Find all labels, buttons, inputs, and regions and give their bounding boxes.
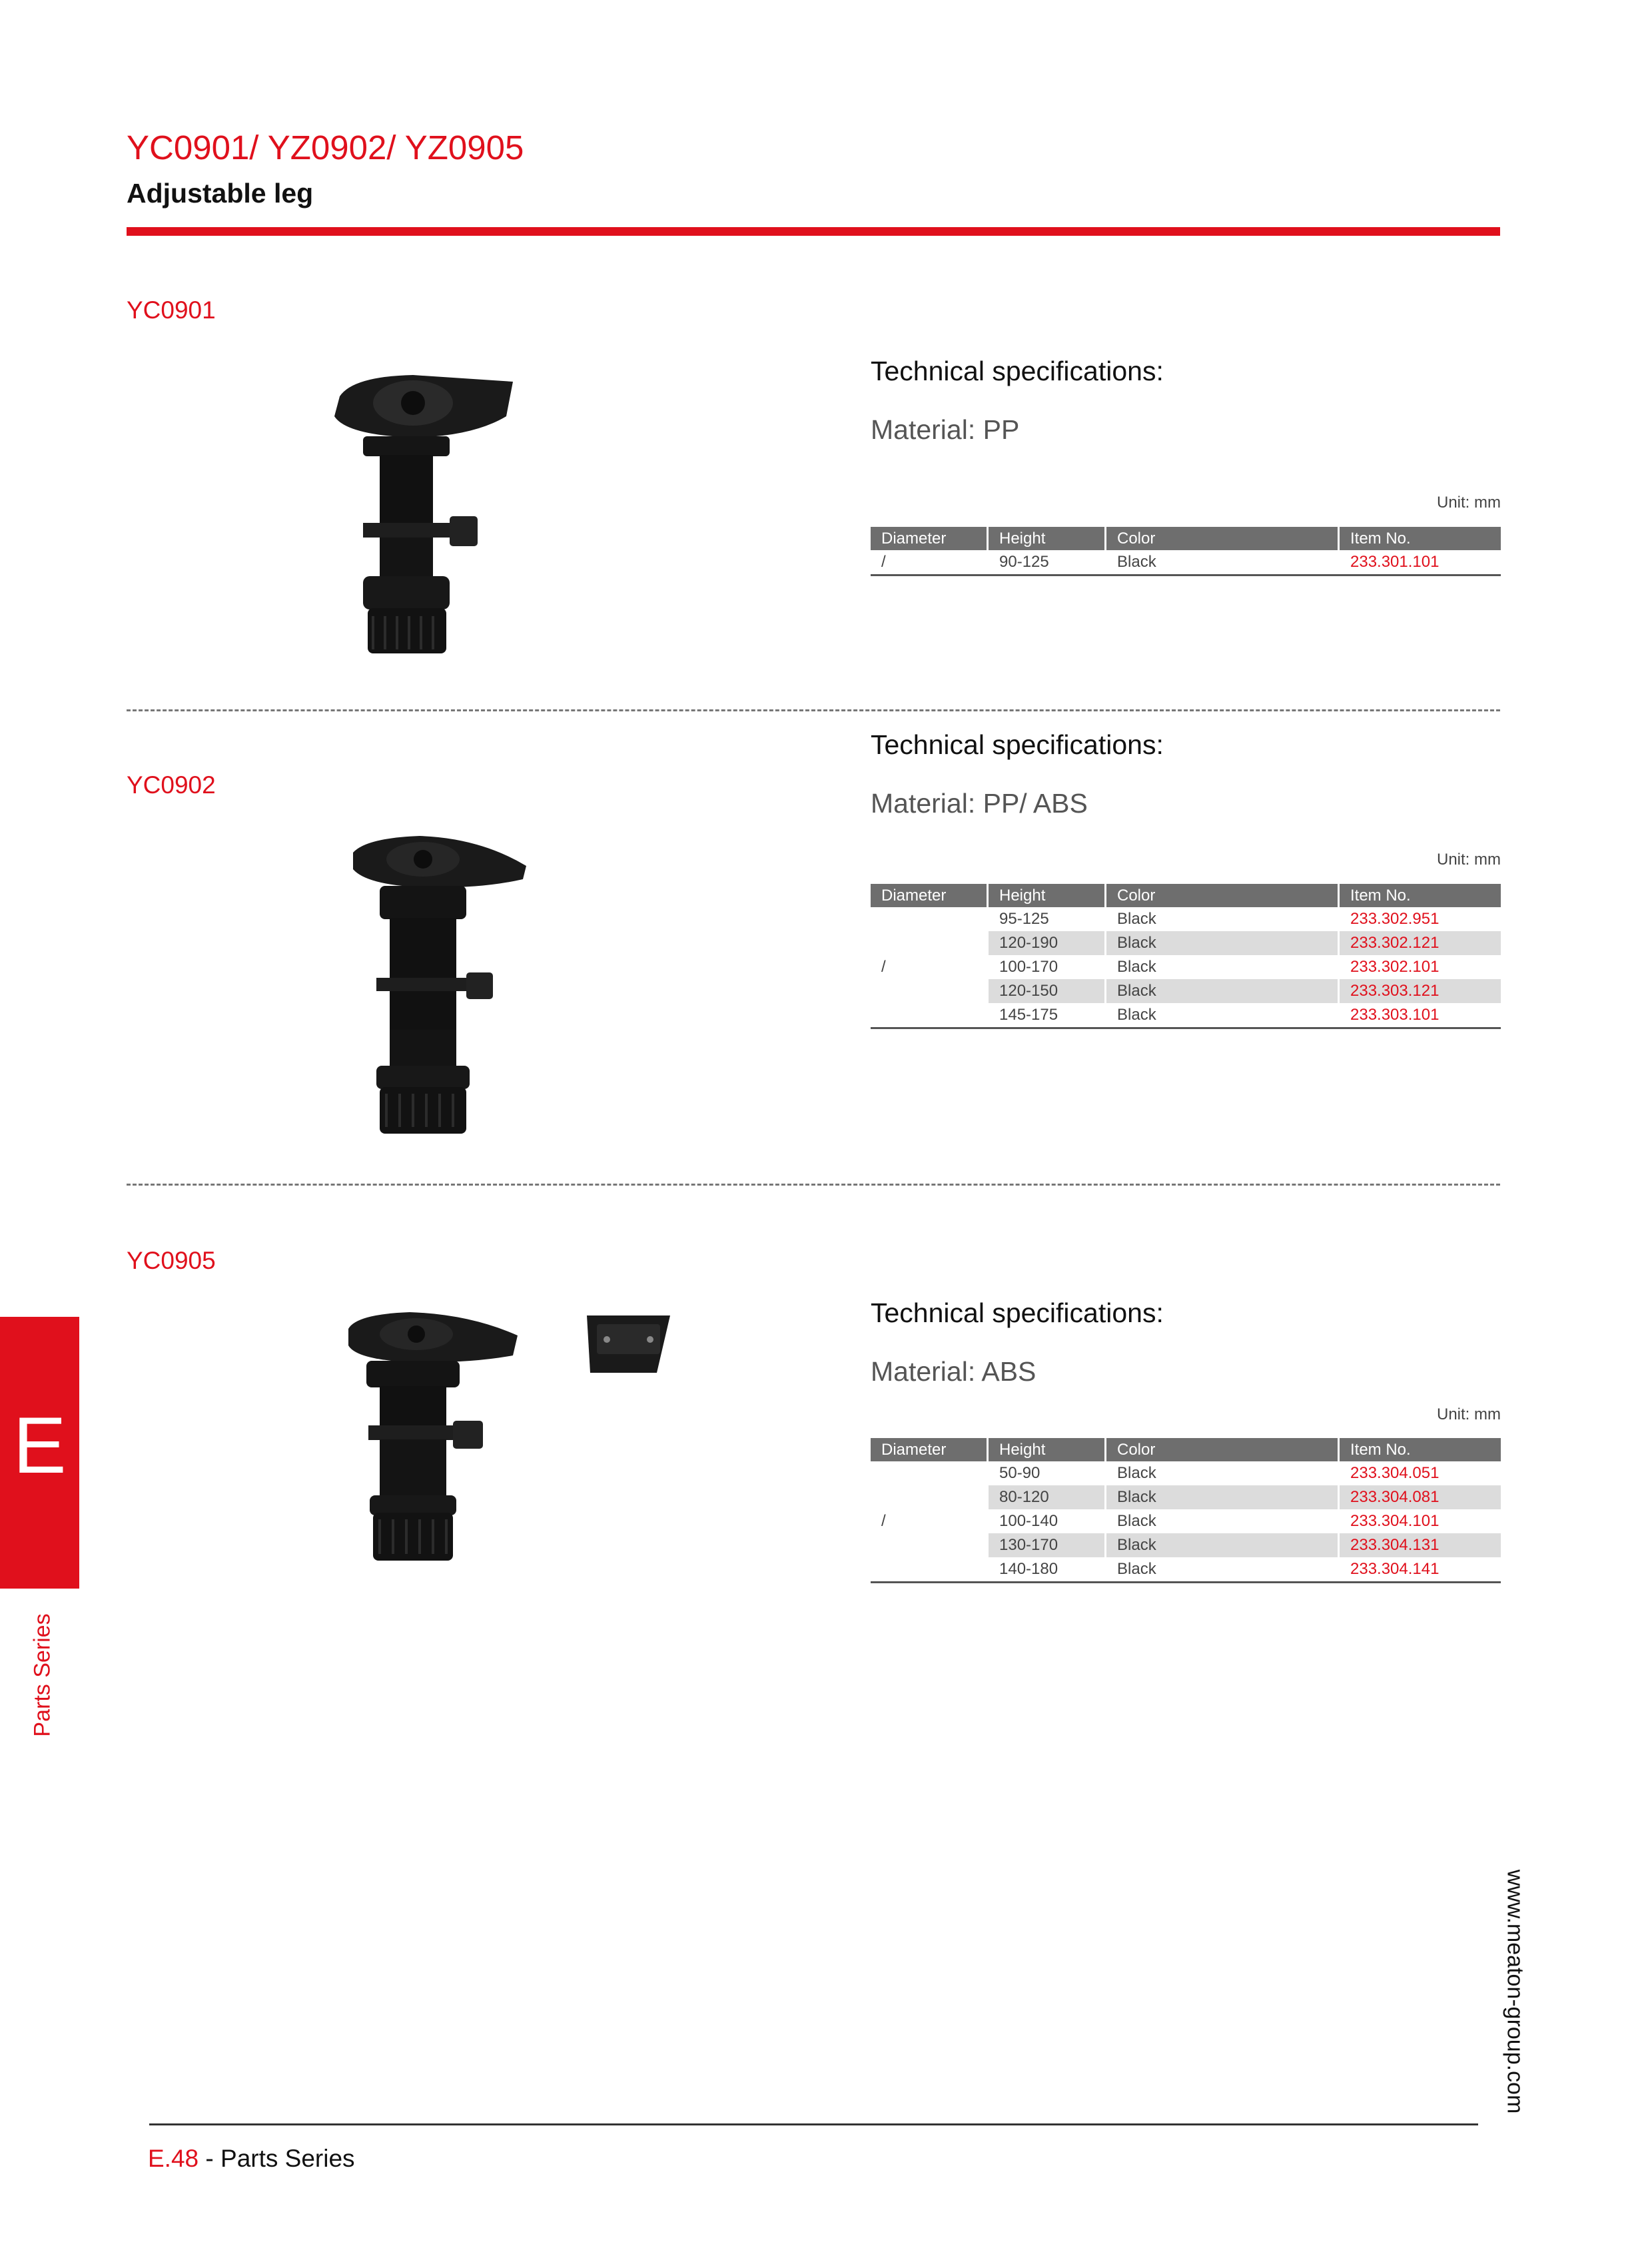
col-height: Height <box>988 1438 1106 1461</box>
unit-yc0905: Unit: mm <box>1437 1405 1501 1423</box>
side-tab-letter: E <box>13 1401 67 1490</box>
section-divider <box>127 1184 1500 1186</box>
cell-height: 90-125 <box>988 550 1106 575</box>
table-row <box>871 550 1501 575</box>
col-item-no: Item No. <box>1339 527 1501 550</box>
cell-color: Black <box>1106 955 1339 979</box>
spec-table-yc0902 <box>871 884 1501 1029</box>
cell-item-no: 233.301.101 <box>1339 550 1501 575</box>
adjustable-leg-image-yc0901 <box>326 363 526 669</box>
header-rule <box>127 227 1500 236</box>
section-label-yc0901: YC0901 <box>127 296 216 324</box>
footer-text: Parts Series <box>220 2145 355 2172</box>
cell-height: 140-180 <box>988 1557 1106 1583</box>
adjustable-leg-image-yc0905 <box>343 1309 523 1575</box>
cell-color: Black <box>1106 550 1339 575</box>
spec-table-yc0905 <box>871 1438 1501 1583</box>
material-yc0902: Material: PP/ ABS <box>871 788 1088 819</box>
spec-heading-yc0905: Technical specifications: <box>871 1298 1164 1328</box>
cell-color: Black <box>1106 1485 1339 1509</box>
cell-height: 100-140 <box>988 1509 1106 1533</box>
cell-item-no: 233.302.101 <box>1350 958 1440 976</box>
material-yc0901: Material: PP <box>871 414 1020 445</box>
cell-height: 80-120 <box>988 1485 1106 1509</box>
side-tab-text: Parts Series <box>29 1613 55 1737</box>
spec-heading-yc0902: Technical specifications: <box>871 729 1164 760</box>
page-title: YC0901/ YZ0902/ YZ0905 <box>127 129 524 167</box>
cell-color: Black <box>1106 1461 1339 1485</box>
cell-height: 95-125 <box>988 907 1106 931</box>
col-color: Color <box>1106 884 1339 907</box>
col-color: Color <box>1106 1438 1339 1461</box>
unit-yc0901: Unit: mm <box>1437 494 1501 512</box>
section-label-yc0902: YC0902 <box>127 771 216 799</box>
table-row <box>871 1461 1501 1485</box>
cell-color: Black <box>1106 1509 1339 1533</box>
cell-height: 50-90 <box>988 1461 1106 1485</box>
col-color: Color <box>1106 527 1339 550</box>
page-code: E.48 <box>148 2145 199 2172</box>
cell-item-no: 233.304.081 <box>1339 1485 1501 1509</box>
cell-diameter: / <box>871 907 988 1028</box>
adjustable-leg-image-yc0902 <box>346 833 533 1139</box>
mounting-clip-image <box>584 1308 673 1381</box>
cell-item-no: 233.304.051 <box>1350 1464 1440 1482</box>
cell-item-no: 233.304.101 <box>1350 1512 1440 1530</box>
cell-color: Black <box>1106 931 1339 955</box>
cell-item-no: 233.302.121 <box>1339 931 1501 955</box>
col-diameter: Diameter <box>871 527 988 550</box>
col-diameter: Diameter <box>871 1438 988 1461</box>
col-item-no: Item No. <box>1339 1438 1501 1461</box>
col-height: Height <box>988 527 1106 550</box>
col-item-no: Item No. <box>1339 884 1501 907</box>
table-header-row <box>871 527 1501 550</box>
cell-height: 120-190 <box>988 931 1106 955</box>
cell-item-no: 233.304.131 <box>1339 1533 1501 1557</box>
table-header-row <box>871 884 1501 907</box>
footer <box>148 2146 355 2171</box>
section-label-yc0905: YC0905 <box>127 1247 216 1274</box>
unit-yc0902: Unit: mm <box>1437 851 1501 869</box>
section-divider <box>127 709 1500 711</box>
cell-item-no: 233.302.951 <box>1350 910 1440 928</box>
col-diameter: Diameter <box>871 884 988 907</box>
cell-item-no: 233.304.141 <box>1339 1557 1501 1583</box>
spec-table-yc0901 <box>871 527 1501 576</box>
cell-color: Black <box>1106 979 1339 1003</box>
cell-height: 100-170 <box>988 955 1106 979</box>
cell-height: 145-175 <box>988 1003 1106 1028</box>
table-header-row <box>871 1438 1501 1461</box>
cell-color: Black <box>1106 1533 1339 1557</box>
footer-separator: - <box>199 2145 221 2172</box>
cell-item-no: 233.303.101 <box>1339 1003 1501 1028</box>
cell-diameter: / <box>871 550 988 575</box>
cell-color: Black <box>1106 1557 1339 1583</box>
footer-rule <box>149 2123 1478 2125</box>
spec-heading-yc0901: Technical specifications: <box>871 356 1164 386</box>
page-subtitle: Adjustable leg <box>127 178 314 208</box>
cell-height: 130-170 <box>988 1533 1106 1557</box>
table-row <box>871 907 1501 931</box>
website-url: www.meaton-group.com <box>1502 1869 1528 2114</box>
cell-diameter: / <box>871 1461 988 1583</box>
material-yc0905: Material: ABS <box>871 1356 1036 1387</box>
col-height: Height <box>988 884 1106 907</box>
cell-height: 120-150 <box>988 979 1106 1003</box>
cell-color: Black <box>1106 1003 1339 1028</box>
cell-color: Black <box>1106 907 1339 931</box>
cell-item-no: 233.303.121 <box>1339 979 1501 1003</box>
